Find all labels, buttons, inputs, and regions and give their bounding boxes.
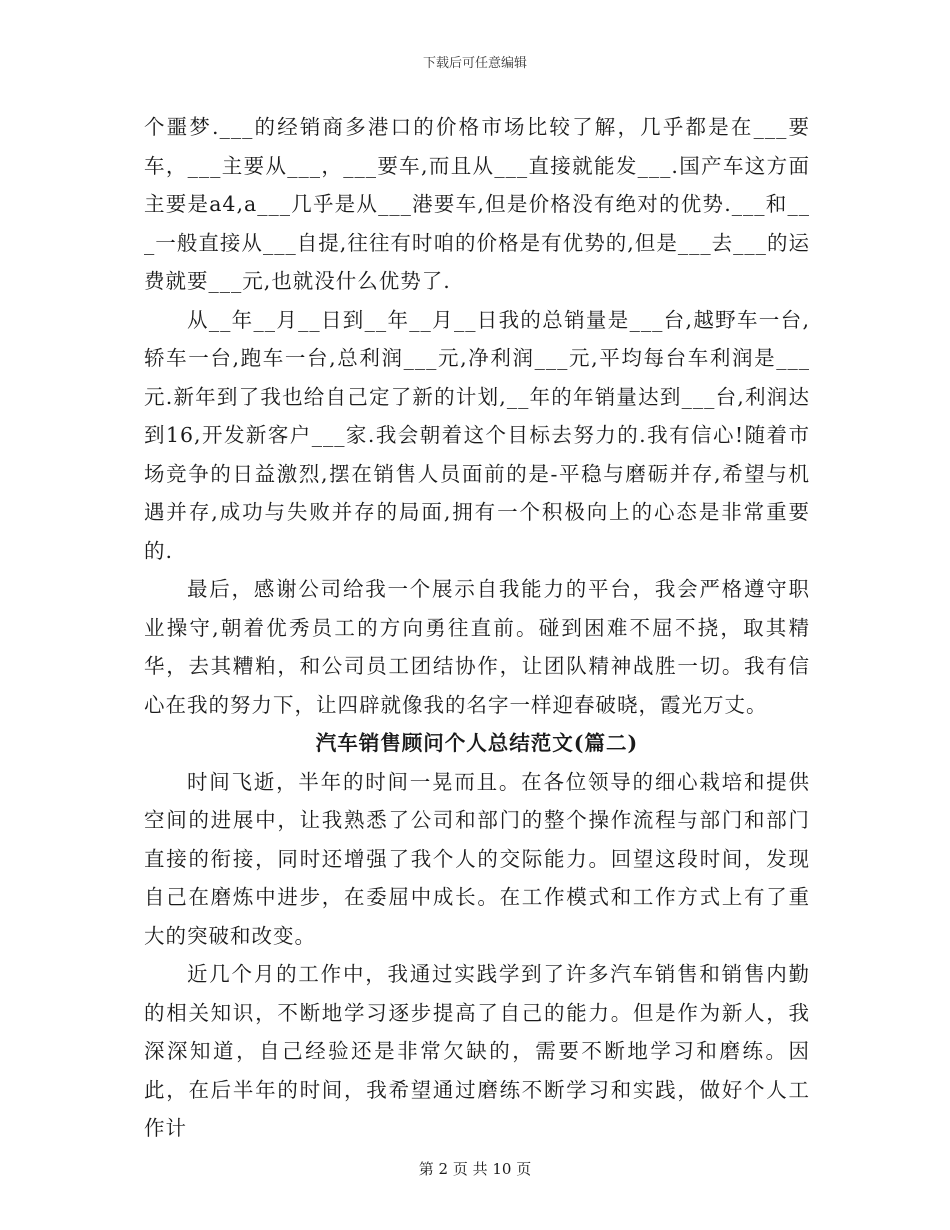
paragraph-recent-work: 近几个月的工作中，我通过实践学到了许多汽车销售和销售内勤的相关知识，不断地学习逐步提高了自己的能力。但是作为新人，我深深知道，自己经验还是非常欠缺的，需要不断地学习和磨练。因此，在后半年的时间，我希望通过磨练不断学习和实践，做好个人工作计 <box>144 962 810 1140</box>
page-number-footer: 第 2 页 共 10 页 <box>418 1160 532 1178</box>
section-title: 汽车销售顾问个人总结范文(篇二) <box>315 731 639 755</box>
paragraph-closing-thanks: 最后，感谢公司给我一个展示自我能力的平台，我会严格遵守职业操守,朝着优秀员工的方向勇往直前。碰到困难不屈不挠，取其精华，去其糟粕，和公司员工团结协作，让团队精神战胜一切。我有信心在我的努力下，让四辟就像我的名字一样迎春破晓，霞光万丈。 <box>144 577 810 717</box>
page-header: 下载后可任意编辑 <box>422 56 527 71</box>
paragraph-continued-dealers: 个噩梦.___的经销商多港口的价格市场比较了解，几乎都是在___要车，___主要从___，___要车,而且从___直接就能发___.国产车这方面主要是a4,a___几乎是从___港要车,但是价格没有绝对的优势.___和___一般直接从___自提,往往有时咱的价格是有优势的,但是___去___的运费就要___元,也就没什么优势了. <box>144 115 810 293</box>
paragraph-half-year-review: 时间飞逝，半年的时间一晃而且。在各位领导的细心栽培和提供空间的进展中，让我熟悉了公司和部门的整个操作流程与部门和部门直接的衔接，同时还增强了我个人的交际能力。回望这段时间，发现自己在磨炼中进步，在委屈中成长。在工作模式和工作方式上有了重大的突破和改变。 <box>144 769 810 948</box>
paragraph-sales-summary: 从__年__月__日到__年__月__日我的总销量是___台,越野车一台,轿车一台,跑车一台,总利润___元,净利润___元,平均每台车利润是___元.新年到了我也给自己定了新的计划,__年的年销量达到___台,利润达到16,开发新客户___家.我会朝着这个目标去努力的.我有信心!随着市场竞争的日益激烈,摆在销售人员面前的是-平稳与磨砺并存,希望与机遇并存,成功与失败并存的局面,拥有一个积极向上的心态是非常重要的. <box>144 307 810 563</box>
document-body <box>144 108 810 1148</box>
